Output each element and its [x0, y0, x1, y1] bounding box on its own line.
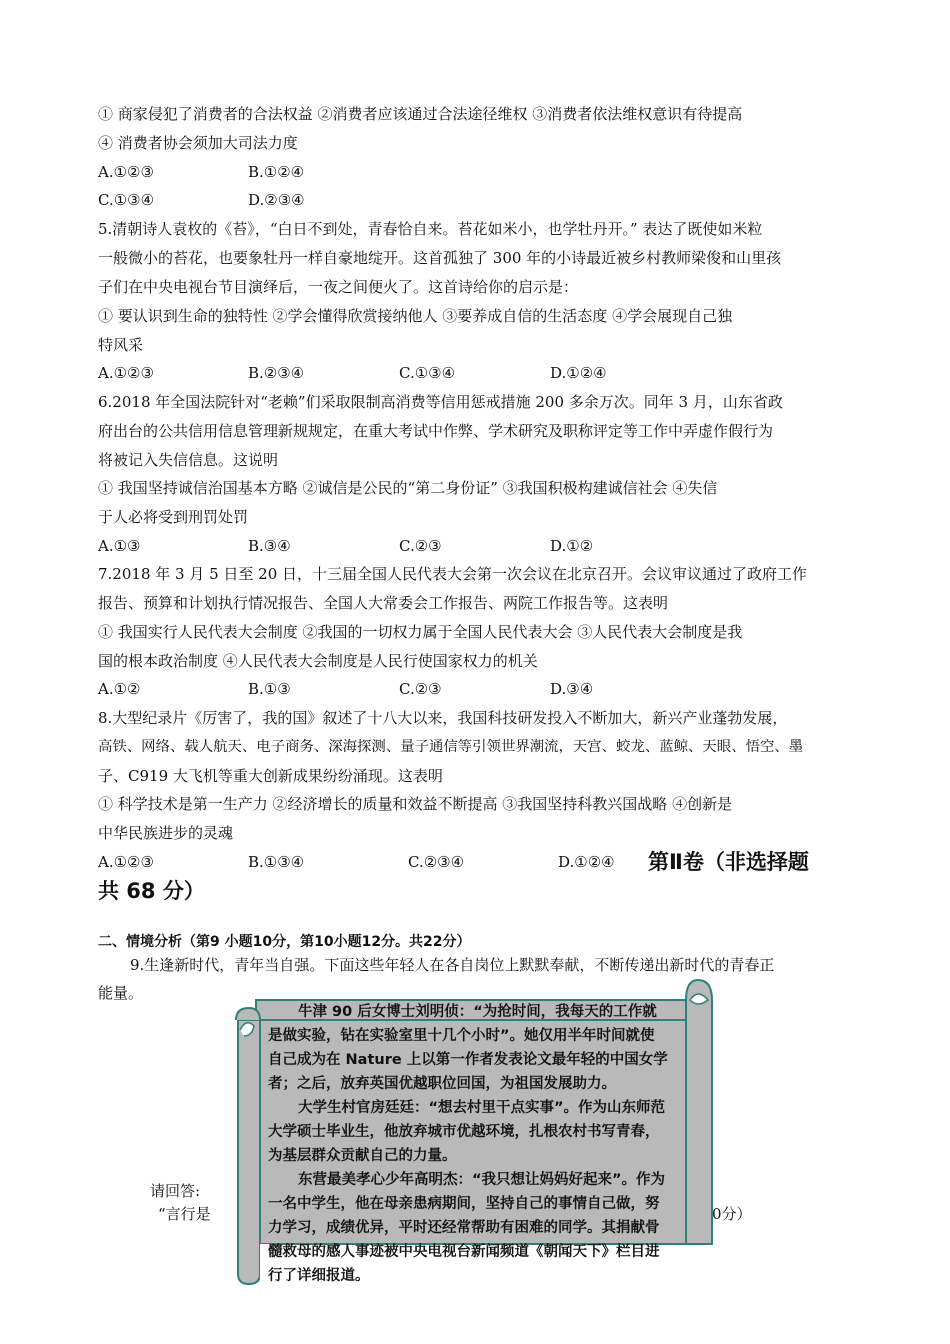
q7-choices-line-1: ① 我国实行人民代表大会制度 ②我国的一切权力属于全国人民代表大会 ③人民代表大会制度是我 — [98, 623, 743, 641]
q8-option-a: A.①②③ — [98, 853, 154, 871]
q6-choices-line-2: 于人必将受到刑罚处罚 — [98, 508, 249, 526]
q9-quote-start: “言行是 — [158, 1205, 211, 1223]
q5-stem-line-3: 子们在中央电视台节目演绎后，一夜之间便火了。这首诗给你的启示是： — [98, 278, 579, 296]
q8-stem-line-1: 8.大型纪录片《厉害了，我的国》叙述了十八大以来，我国科技研发投入不断加大，新兴产业蓬勃发展， — [98, 709, 788, 727]
q7-choices-line-2: 国的根本政治制度 ④人民代表大会制度是人民行使国家权力的机关 — [98, 652, 538, 670]
q4-option-b: B.①②④ — [248, 163, 305, 181]
scroll-paragraph-1: 牛津 90 后女博士刘明侦：“为抢时间，我每天的工作就是做实验，钻在实验室里十几个小时”。她仅用半年时间就使自己成为在 Nature 上以第一作者发表论文最年轻的中国女学者；之后，放弃英国优越职位回国，为祖国发展助力。 — [268, 1004, 668, 1092]
q6-option-b: B.③④ — [248, 537, 291, 555]
q7-stem-line-2: 报告、预算和计划执行情况报告、全国人大常委会工作报告、两院工作报告等。这表明 — [98, 594, 669, 612]
q6-option-a: A.①③ — [98, 537, 141, 555]
scroll-paragraph-2: 大学生村官房廷廷：“想去村里干点实事”。作为山东师范大学硕士毕业生，他放弃城市优越环境，扎根农村书写青春，为基层群众贡献自己的力量。 — [268, 1100, 666, 1164]
scroll-content — [268, 1000, 668, 1288]
q7-option-d: D.③④ — [550, 680, 594, 698]
q8-option-b: B.①③④ — [248, 853, 305, 871]
q5-option-c: C.①③④ — [399, 364, 456, 382]
q5-stem-line-1: 5.清朝诗人袁枚的《苔》，“白日不到处，青春恰自来。苔花如米小，也学牡丹开。” 表达了既使如米粒 — [98, 220, 763, 238]
q8-choices-line-1: ① 科学技术是第一生产力 ②经济增长的质量和效益不断提高 ③我国坚持科教兴国战略 ④创新是 — [98, 795, 733, 813]
q8-stem-line-2: 高铁、网络、载人航天、电子商务、深海探测、量子通信等引领世界潮流，天宫、蛟龙、蓝鲸、天眼、悟空、墨 — [98, 739, 804, 755]
section-two-heading: 二、情境分析（第9 小题10分，第10小题12分。共22分） — [98, 934, 471, 950]
q8-option-c: C.②③④ — [408, 853, 465, 871]
q6-option-c: C.②③ — [399, 537, 442, 555]
q5-option-d: D.①②④ — [550, 364, 607, 382]
q5-stem-line-2: 一般微小的苔花，也要象牡丹一样自豪地绽开。这首孤独了 300 年的小诗最近被乡村教师梁俊和山里孩 — [98, 249, 782, 267]
q6-stem-line-3: 将被记入失信信息。这说明 — [98, 451, 279, 469]
q6-option-d: D.①② — [550, 537, 594, 555]
part-two-title-cont: 共 68 分） — [98, 879, 205, 903]
q9-stem-line-1: 9.生逢新时代，青年当自强。下面这些年轻人在各自岗位上默默奉献，不断传递出新时代的青春正 — [130, 956, 775, 974]
scroll-paragraph-3: 东营最美孝心少年高明杰：“我只想让妈妈好起来”。作为一名中学生，他在母亲患病期间，坚持自己的事情自己做，努力学习，成绩优异，平时还经常帮助有困难的同学。其捐献骨髓救母的感人事迹被中央电视台新闻频道《朝闻天下》栏目进行了详细报道。 — [268, 1172, 666, 1284]
q6-choices-line-1: ① 我国坚持诚信治国基本方略 ②诚信是公民的“第二身份证” ③我国积极构建诚信社会 ④失信 — [98, 479, 718, 497]
q7-option-a: A.①② — [98, 680, 141, 698]
part-two-title: 第Ⅱ卷（非选择题 — [648, 850, 809, 874]
q9-stem-line-2: 能量。 — [98, 984, 144, 1002]
q7-stem-line-1: 7.2018 年 3 月 5 日至 20 日，十三届全国人民代表大会第一次会议在北京召开。会议审议通过了政府工作 — [98, 565, 808, 583]
q4-choices-line-1: ① 商家侵犯了消费者的合法权益 ②消费者应该通过合法途径维权 ③消费者依法维权意识有待提高 — [98, 105, 743, 123]
q7-option-c: C.②③ — [399, 680, 442, 698]
q5-choices-line-1: ① 要认识到生命的独特性 ②学会懂得欣赏接纳他人 ③要养成自信的生活态度 ④学会展现自己独 — [98, 307, 733, 325]
q4-choices-line-2: ④ 消费者协会须加大司法力度 — [98, 134, 298, 152]
scroll-top-roll — [686, 980, 712, 1244]
q9-please-answer: 请回答: — [150, 1182, 201, 1200]
q5-option-a: A.①②③ — [98, 364, 154, 382]
q4-option-c: C.①③④ — [98, 191, 155, 209]
q8-choices-line-2: 中华民族进步的灵魂 — [98, 824, 234, 842]
q6-stem-line-1: 6.2018 年全国法院针对“老赖”们采取限制高消费等信用惩戒措施 200 多余万次。同年 3 月，山东省政 — [98, 393, 783, 411]
q7-option-b: B.①③ — [248, 680, 291, 698]
q8-option-d: D.①②④ — [558, 853, 615, 871]
q8-stem-line-3: 子、C919 大飞机等重大创新成果纷纷涌现。这表明 — [98, 767, 443, 785]
q4-option-a: A.①②③ — [98, 163, 154, 181]
q5-option-b: B.②③④ — [248, 364, 305, 382]
q9-score-tail: 0分） — [712, 1205, 752, 1223]
q4-option-d: D.②③④ — [248, 191, 305, 209]
q5-choices-line-2: 特风采 — [98, 336, 144, 354]
q6-stem-line-2: 府出台的公共信用信息管理新规规定，在重大考试中作弊、学术研究及职称评定等工作中弄虚作假行为 — [98, 422, 774, 440]
scroll-left-roll — [238, 1020, 260, 1284]
